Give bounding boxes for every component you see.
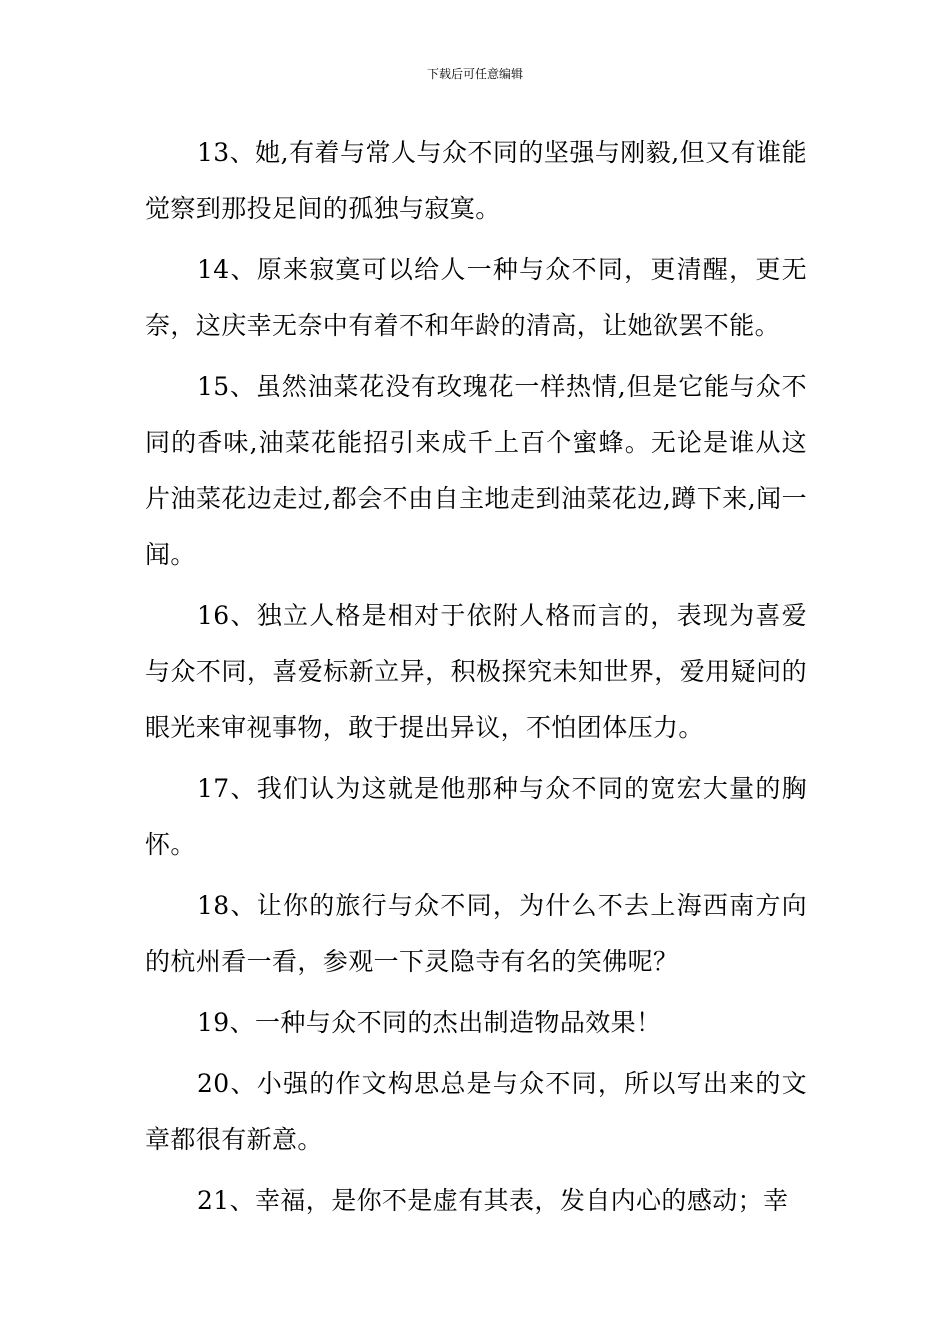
paragraph-17: 17、我们认为这就是他那种与众不同的宽宏大量的胸怀。 <box>145 774 807 859</box>
paragraph-13: 13、她,有着与常人与众不同的坚强与刚毅,但又有谁能觉察到那投足间的孤独与寂寞。 <box>145 138 807 223</box>
page-header-note: 下载后可任意编辑 <box>426 67 523 81</box>
paragraph-21: 21、幸福，是你不是虚有其表，发自内心的感动；幸 <box>197 1186 789 1215</box>
paragraph-20: 20、小强的作文构思总是与众不同，所以写出来的文章都很有新意。 <box>145 1069 807 1154</box>
paragraph-19: 19、一种与众不同的杰出制造物品效果！ <box>197 1008 662 1037</box>
paragraph-16: 16、独立人格是相对于依附人格而言的，表现为喜爱与众不同，喜爱标新立异，积极探究未知世界，爱用疑问的眼光来审视事物，敢于提出异议，不怕团体压力。 <box>145 601 807 742</box>
paragraph-18: 18、让你的旅行与众不同，为什么不去上海西南方向的杭州看一看，参观一下灵隐寺有名的笑佛呢？ <box>145 891 807 976</box>
paragraph-14: 14、原来寂寞可以给人一种与众不同，更清醒，更无奈，这庆幸无奈中有着不和年龄的清高，让她欲罢不能。 <box>145 255 807 340</box>
paragraph-15: 15、虽然油菜花没有玫瑰花一样热情,但是它能与众不同的香味,油菜花能招引来成千上百个蜜蜂。无论是谁从这片油菜花边走过,都会不由自主地走到油菜花边,蹲下来,闻一闻。 <box>145 372 807 569</box>
document-body <box>145 125 807 1234</box>
